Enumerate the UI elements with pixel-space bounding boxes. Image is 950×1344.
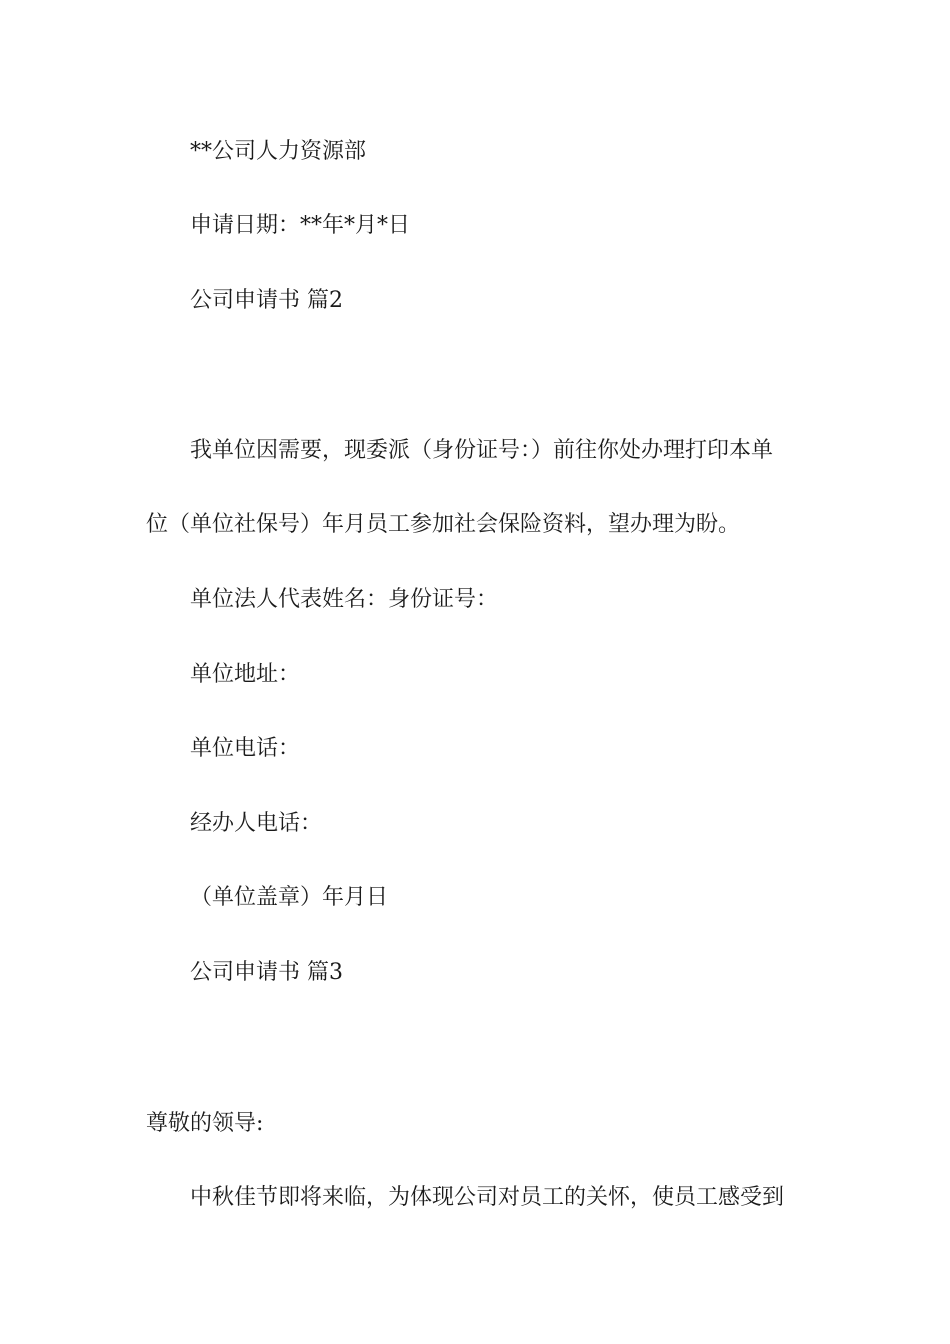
legal-representative-line: 单位法人代表姓名：身份证号： — [190, 587, 499, 612]
salutation-line: 尊敬的领导: — [146, 1111, 264, 1136]
handler-phone-line: 经办人电话： — [190, 811, 323, 836]
application-date-line: 申请日期：**年*月*日 — [190, 213, 411, 238]
unit-address-line: 单位地址： — [190, 662, 301, 687]
body-paragraph-line-1: 我单位因需要，现委派（身份证号：）前往你处办理打印本单 — [190, 438, 774, 463]
body-paragraph-line-2: 位（单位社保号）年月员工参加社会保险资料，望办理为盼。 — [146, 512, 741, 537]
letter-body-line-1: 中秋佳节即将来临，为体现公司对员工的关怀，使员工感受到 — [190, 1185, 785, 1210]
section-heading-3: 公司申请书 篇3 — [190, 960, 343, 985]
section-heading-2: 公司申请书 篇2 — [190, 288, 343, 313]
seal-date-line: （单位盖章）年月日 — [190, 885, 389, 910]
department-line: **公司人力资源部 — [190, 139, 367, 164]
unit-phone-line: 单位电话： — [190, 736, 301, 761]
